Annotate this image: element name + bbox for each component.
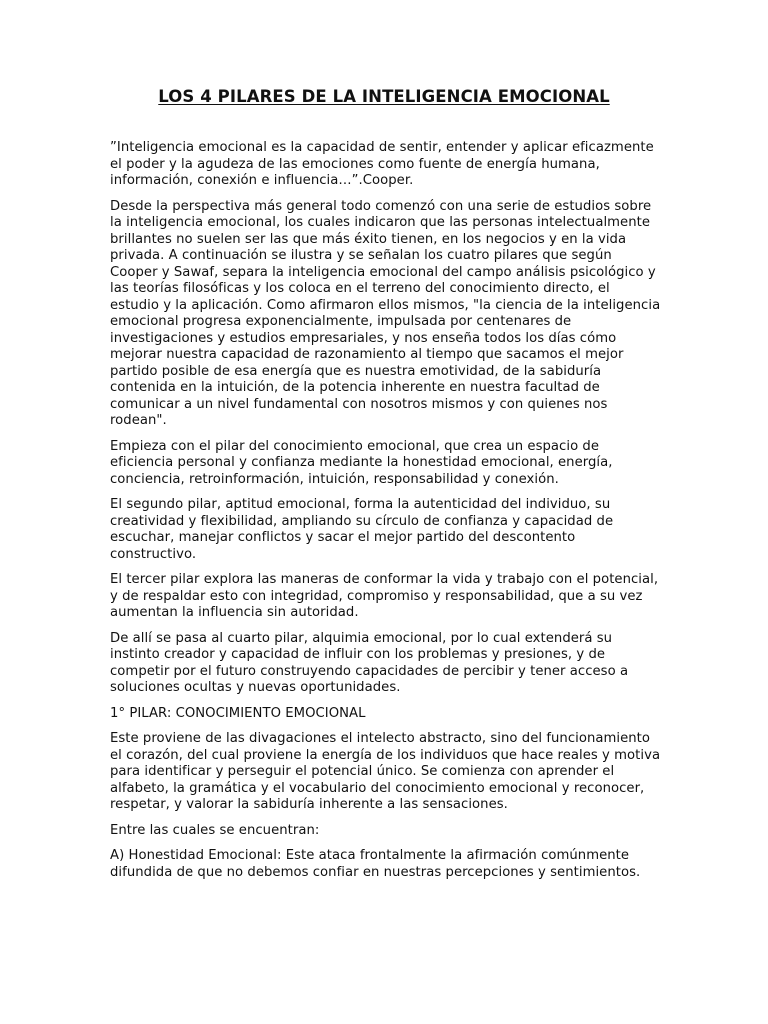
- section-paragraph: Este proviene de las divagaciones el intelecto abstracto, sino del funcionamiento el corazón, del cual proviene la energía de los individuos que hace reales y motiva para identificar y perseguir el potencial único. Se comienza con aprender el alfabeto, la gramática y el vocabulario del conocimiento emocional y reconocer, respetar, y valorar la sabiduría inherente a las sensaciones.: [110, 731, 661, 812]
- fourth-pillar-paragraph: De allí se pasa al cuarto pilar, alquimia emocional, por lo cual extenderá su instinto creador y capacidad de influir con los problemas y presiones, y de competir por el futuro construyendo capacidades de percibir y tener acceso a soluciones ocultas y nuevas oportunidades.: [110, 630, 629, 695]
- third-pillar-paragraph: El tercer pilar explora las maneras de conformar la vida y trabajo con el potencial, y de respaldar esto con integridad, compromiso y responsabilidad, que a su vez aumentan la influencia sin autoridad.: [110, 572, 659, 620]
- list-item-paragraph: A) Honestidad Emocional: Este ataca frontalmente la afirmación comúnmente difundida de que no debemos confiar en nuestras percepciones y sentimientos.: [110, 848, 641, 880]
- quote-paragraph: ”Inteligencia emocional es la capacidad de sentir, entender y aplicar eficazmente el poder y la agudeza de las emociones como fuente de energía humana, información, conexión e influencia…”.Cooper.: [110, 140, 654, 188]
- document-title: LOS 4 PILARES DE LA INTELIGENCIA EMOCIONAL: [158, 87, 610, 106]
- section-heading: 1° PILAR: CONOCIMIENTO EMOCIONAL: [110, 705, 366, 721]
- list-intro-paragraph: Entre las cuales se encuentran:: [110, 822, 320, 838]
- first-pillar-paragraph: Empieza con el pilar del conocimiento emocional, que crea un espacio de eficiencia personal y confianza mediante la honestidad emocional, energía, conciencia, retroinformación, intuición, responsabilidad y conexión.: [110, 438, 613, 487]
- intro-paragraph: Desde la perspectiva más general todo comenzó con una serie de estudios sobre la inteligencia emocional, los cuales indicaron que las personas intelectualmente brillantes no suelen ser las que más éxito tienen, en los negocios y en la vida privada. A continuación se ilustra y se señalan los cuatro pilares que según Cooper y Sawaf, separa la inteligencia emocional del campo análisis psicológico y las teorías filosóficas y los coloca en el terreno del conocimiento directo, el estudio y la aplicación. Como afirmaron ellos mismos, "la ciencia de la inteligencia emocional progresa exponencialmente, impulsada por centenares de investigaciones y estudios empresariales, y nos enseña todos los días cómo mejorar nuestra capacidad de razonamiento al tiempo que sacamos el mejor partido posible de esa energía que es nuestra emotividad, de la sabiduría contenida en la intuición, de la potencia inherente en nuestra facultad de comunicar a un nivel fundamental con nosotros mismos y con quienes nos rodean".: [110, 198, 661, 428]
- second-pillar-paragraph: El segundo pilar, aptitud emocional, forma la autenticidad del individuo, su creatividad y flexibilidad, ampliando su círculo de confianza y capacidad de escuchar, manejar conflictos y sacar el mejor partido del descontento constructivo.: [110, 497, 614, 562]
- document-body: [110, 140, 662, 890]
